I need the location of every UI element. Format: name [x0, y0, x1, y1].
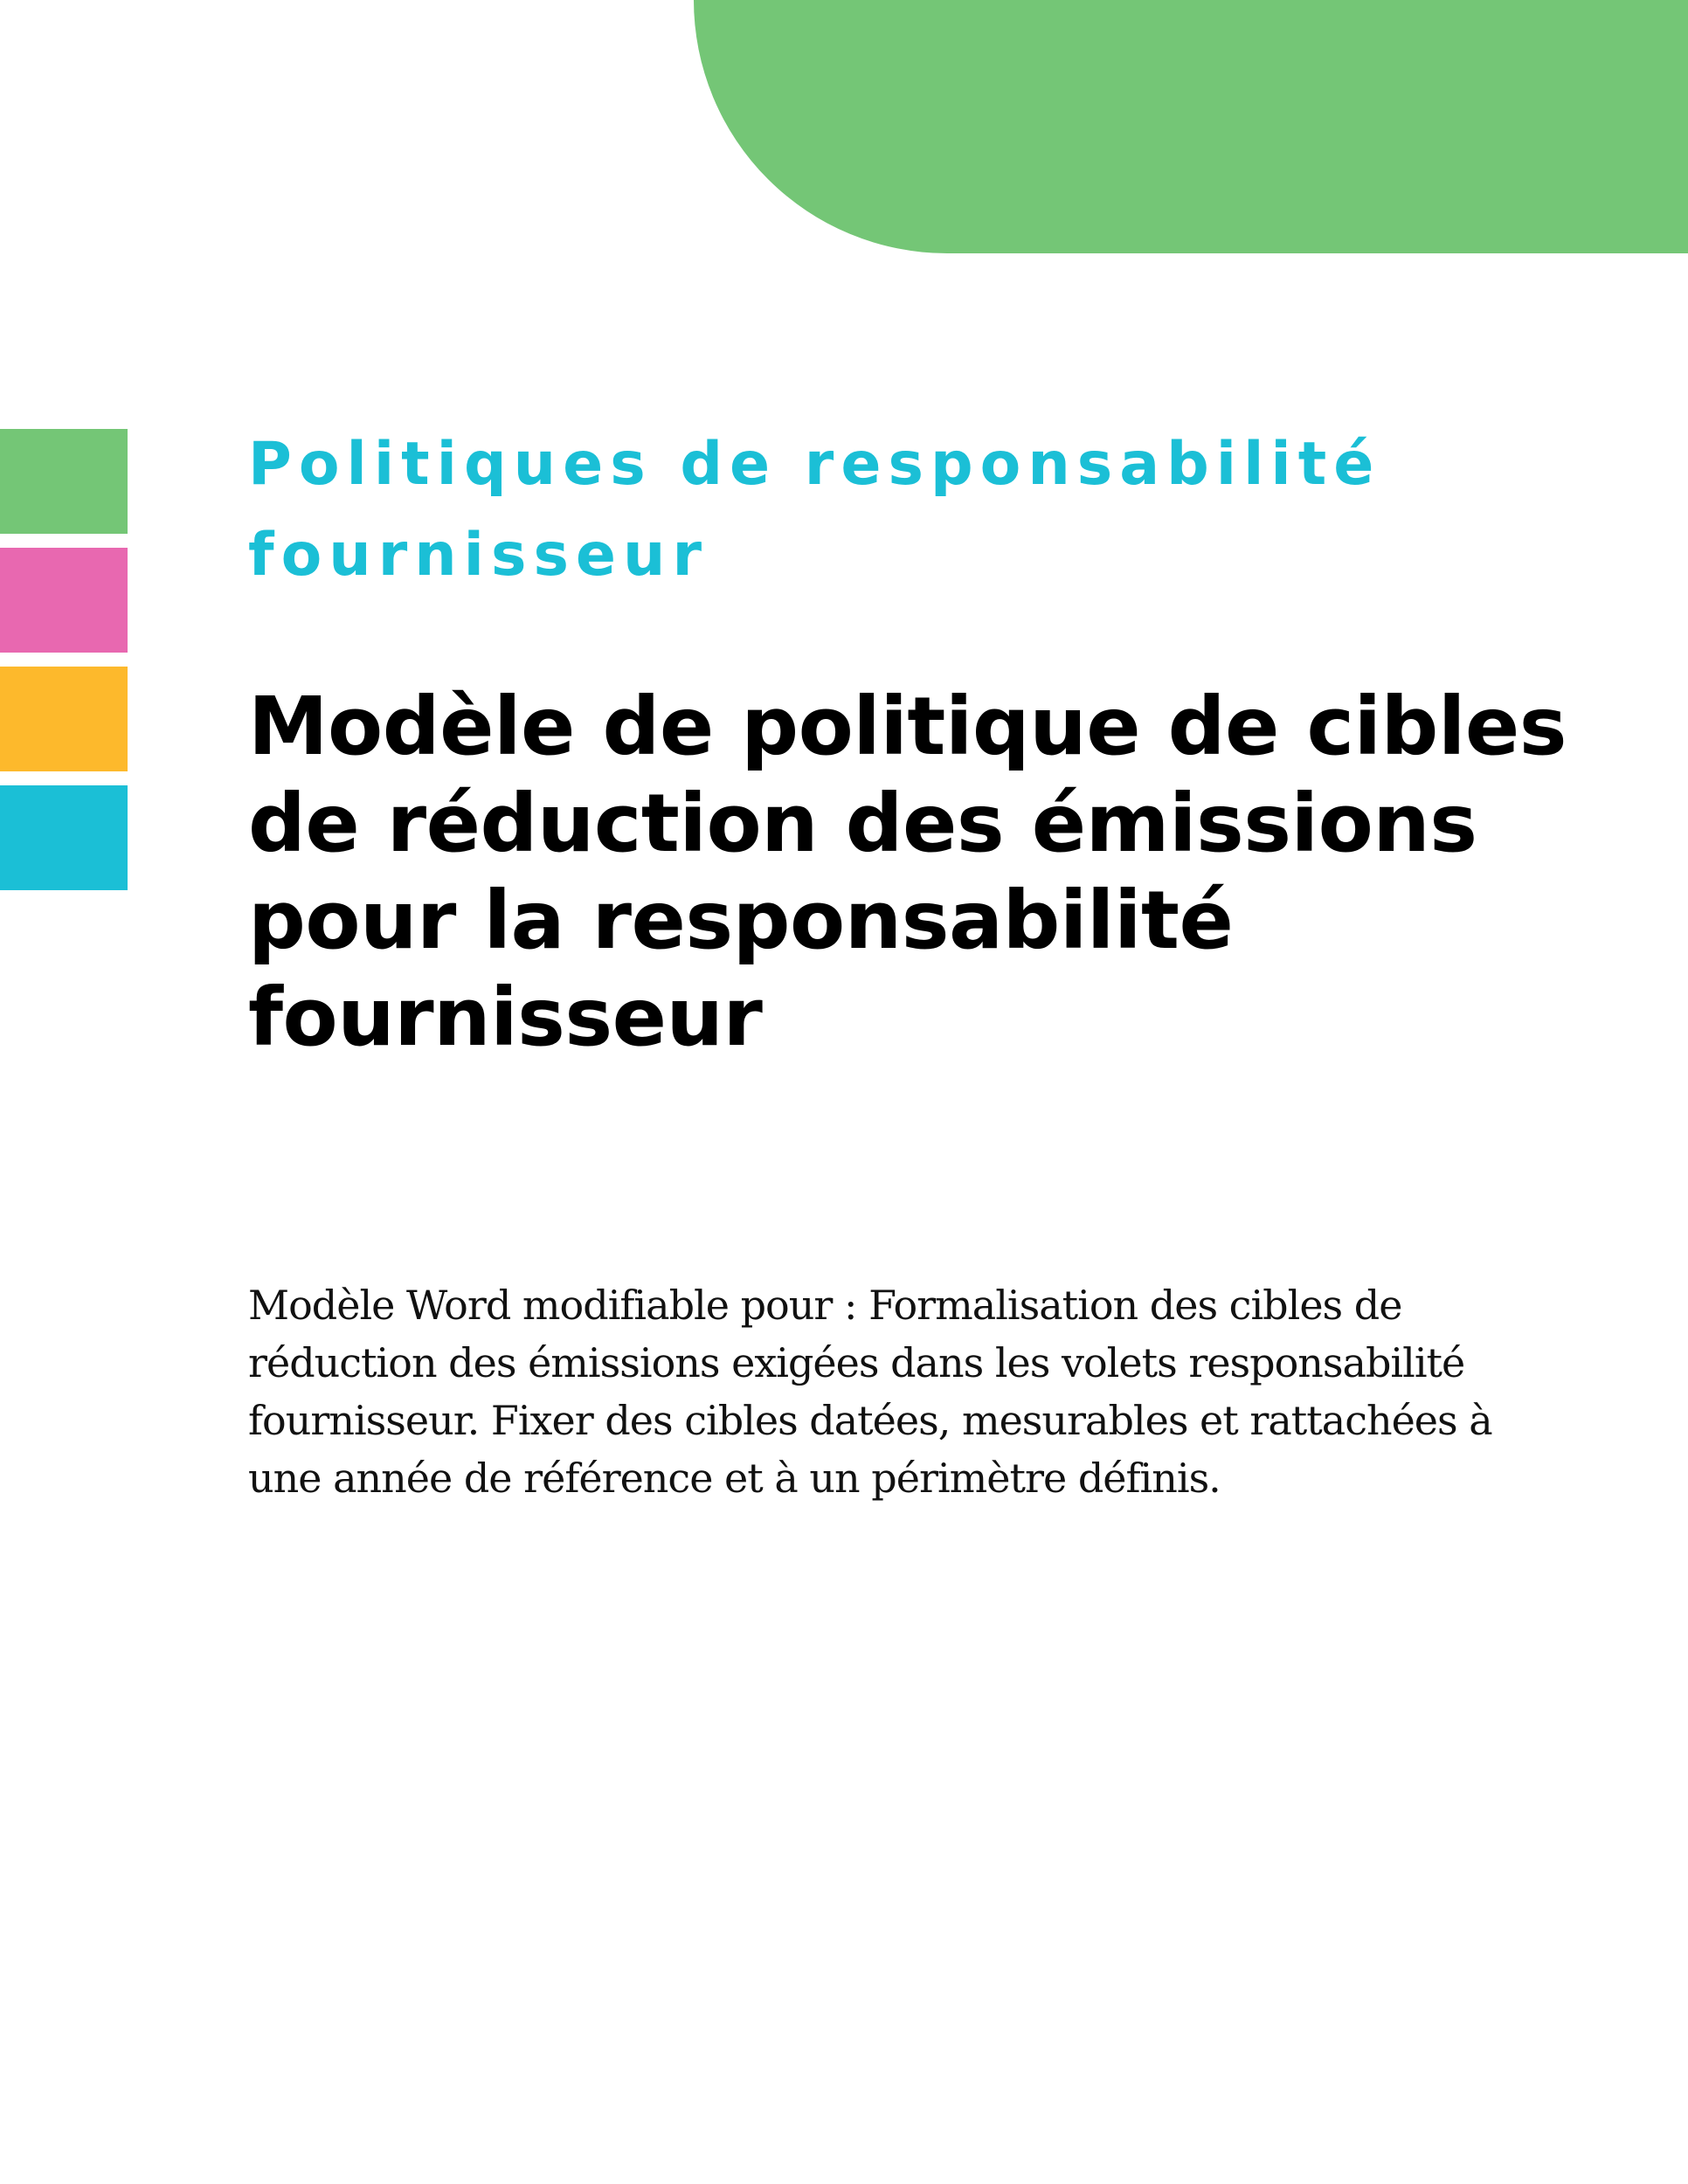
color-swatch-pink	[0, 548, 128, 653]
color-swatch-cyan	[0, 785, 128, 890]
color-swatch-yellow	[0, 667, 128, 771]
color-swatch-green	[0, 429, 128, 534]
document-title: Modèle de politique de cibles de réduction des émissions pour la responsabilité fournisseur	[248, 680, 1567, 1064]
category-eyebrow: Politiques de responsabilité fournisseur	[248, 430, 1381, 590]
document-description: Modèle Word modifiable pour : Formalisation des cibles de réduction des émissions exigées dans les volets responsabilité fournisseur. Fixer des cibles datées, mesurables et rattachées à une année de référence et à un périmètre définis.	[248, 1282, 1492, 1502]
decorative-green-shape	[694, 0, 1688, 253]
